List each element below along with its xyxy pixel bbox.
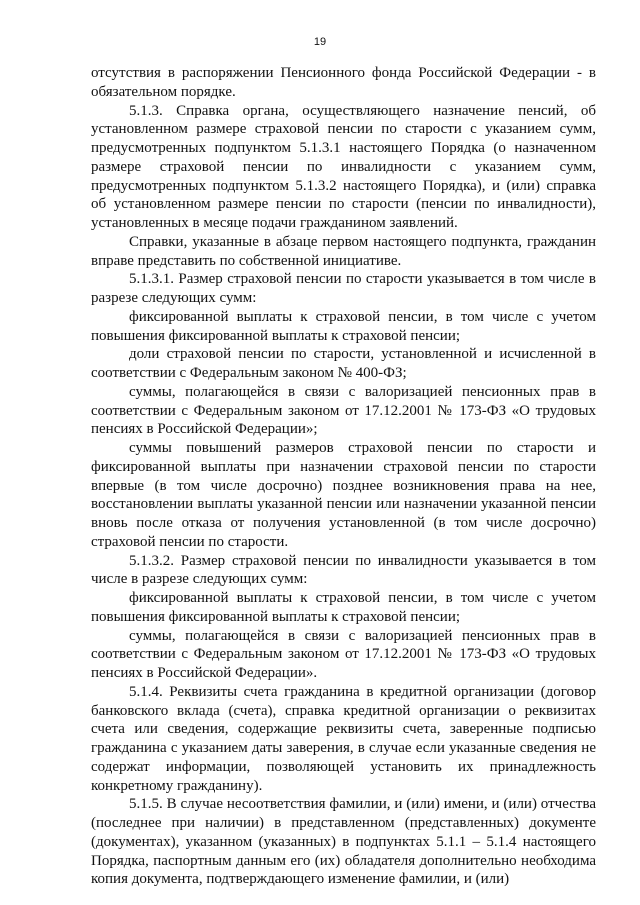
paragraph-increase-sums: суммы повышений размеров страховой пенсии по старости и фиксированной выплаты при назначении страховой пенсии по старости впервые (в том числе досрочно) позднее возникновения права на нее, восстановлении выплаты указанной пенсии или назначении указанной пенсии вновь после отказа от получения установленной (в том числе досрочно) страховой пенсии по старости. bbox=[91, 440, 596, 550]
paragraph-disability-fixed-payment: фиксированной выплаты к страховой пенсии, в том числе с учетом повышения фиксированной выплаты к страховой пенсии; bbox=[91, 590, 596, 625]
paragraph-certificates-note: Справки, указанные в абзаце первом настоящего подпункта, гражданин вправе представить по собственной инициативе. bbox=[91, 233, 596, 269]
paragraph-continuation: отсутствия в распоряжении Пенсионного фонда Российской Федерации - в обязательном порядке. bbox=[91, 65, 596, 100]
document-body bbox=[91, 64, 596, 889]
paragraph-5-1-3-2: 5.1.3.2. Размер страховой пенсии по инвалидности указывается в том числе в разрезе следующих сумм: bbox=[91, 552, 596, 588]
paragraph-disability-valorization: суммы, полагающейся в связи с валоризацией пенсионных прав в соответствии с Федеральным законом от 17.12.2001 № 173-ФЗ «О трудовых пенсиях в Российской Федерации». bbox=[91, 627, 596, 681]
page-number: 19 bbox=[313, 36, 327, 48]
paragraph-valorization: суммы, полагающейся в связи с валоризацией пенсионных прав в соответствии с Федеральным законом от 17.12.2001 № 173-ФЗ «О трудовых пенсиях в Российской Федерации»; bbox=[91, 383, 596, 438]
paragraph-5-1-3-1: 5.1.3.1. Размер страховой пенсии по старости указывается в том числе в разрезе следующих сумм: bbox=[91, 271, 596, 306]
paragraph-5-1-4: 5.1.4. Реквизиты счета гражданина в кредитной организации (договор банковского вклада (счета), справка кредитной организации о реквизитах счета или сведения, содержащие реквизиты счета, заверенные подписью гражданина с указанием даты заверения, в случае если указанные сведения не содержат информации, позволяющей установить их принадлежность конкретному гражданину). bbox=[91, 683, 596, 794]
paragraph-fixed-payment: фиксированной выплаты к страховой пенсии, в том числе с учетом повышения фиксированной выплаты к страховой пенсии; bbox=[91, 308, 596, 344]
paragraph-pension-share: доли страховой пенсии по старости, установленной и исчисленной в соответствии с Федеральным законом № 400-ФЗ; bbox=[91, 346, 596, 381]
paragraph-5-1-3: 5.1.3. Справка органа, осуществляющего назначение пенсий, об установленном размере страховой пенсии по старости с указанием сумм, предусмотренных подпунктом 5.1.3.1 настоящего Порядка (о назначенном размере страховой пенсии по инвалидности с указанием сумм, предусмотренных подпунктом 5.1.3.2 настоящего Порядка), и (или) справка об установленном размере пенсии по старости (пенсии по инвалидности), установленных в месяце подачи гражданином заявлений. bbox=[91, 102, 596, 231]
paragraph-5-1-5: 5.1.5. В случае несоответствия фамилии, и (или) имени, и (или) отчества (последнее при наличии) в представленном (представленных) документе (документах), указанном (указанных) в подпунктах 5.1.1 – 5.1.4 настоящего Порядка, паспортным данным его (их) обладателя дополнительно необходима копия документа, подтверждающего изменение фамилии, и (или) bbox=[91, 796, 596, 888]
